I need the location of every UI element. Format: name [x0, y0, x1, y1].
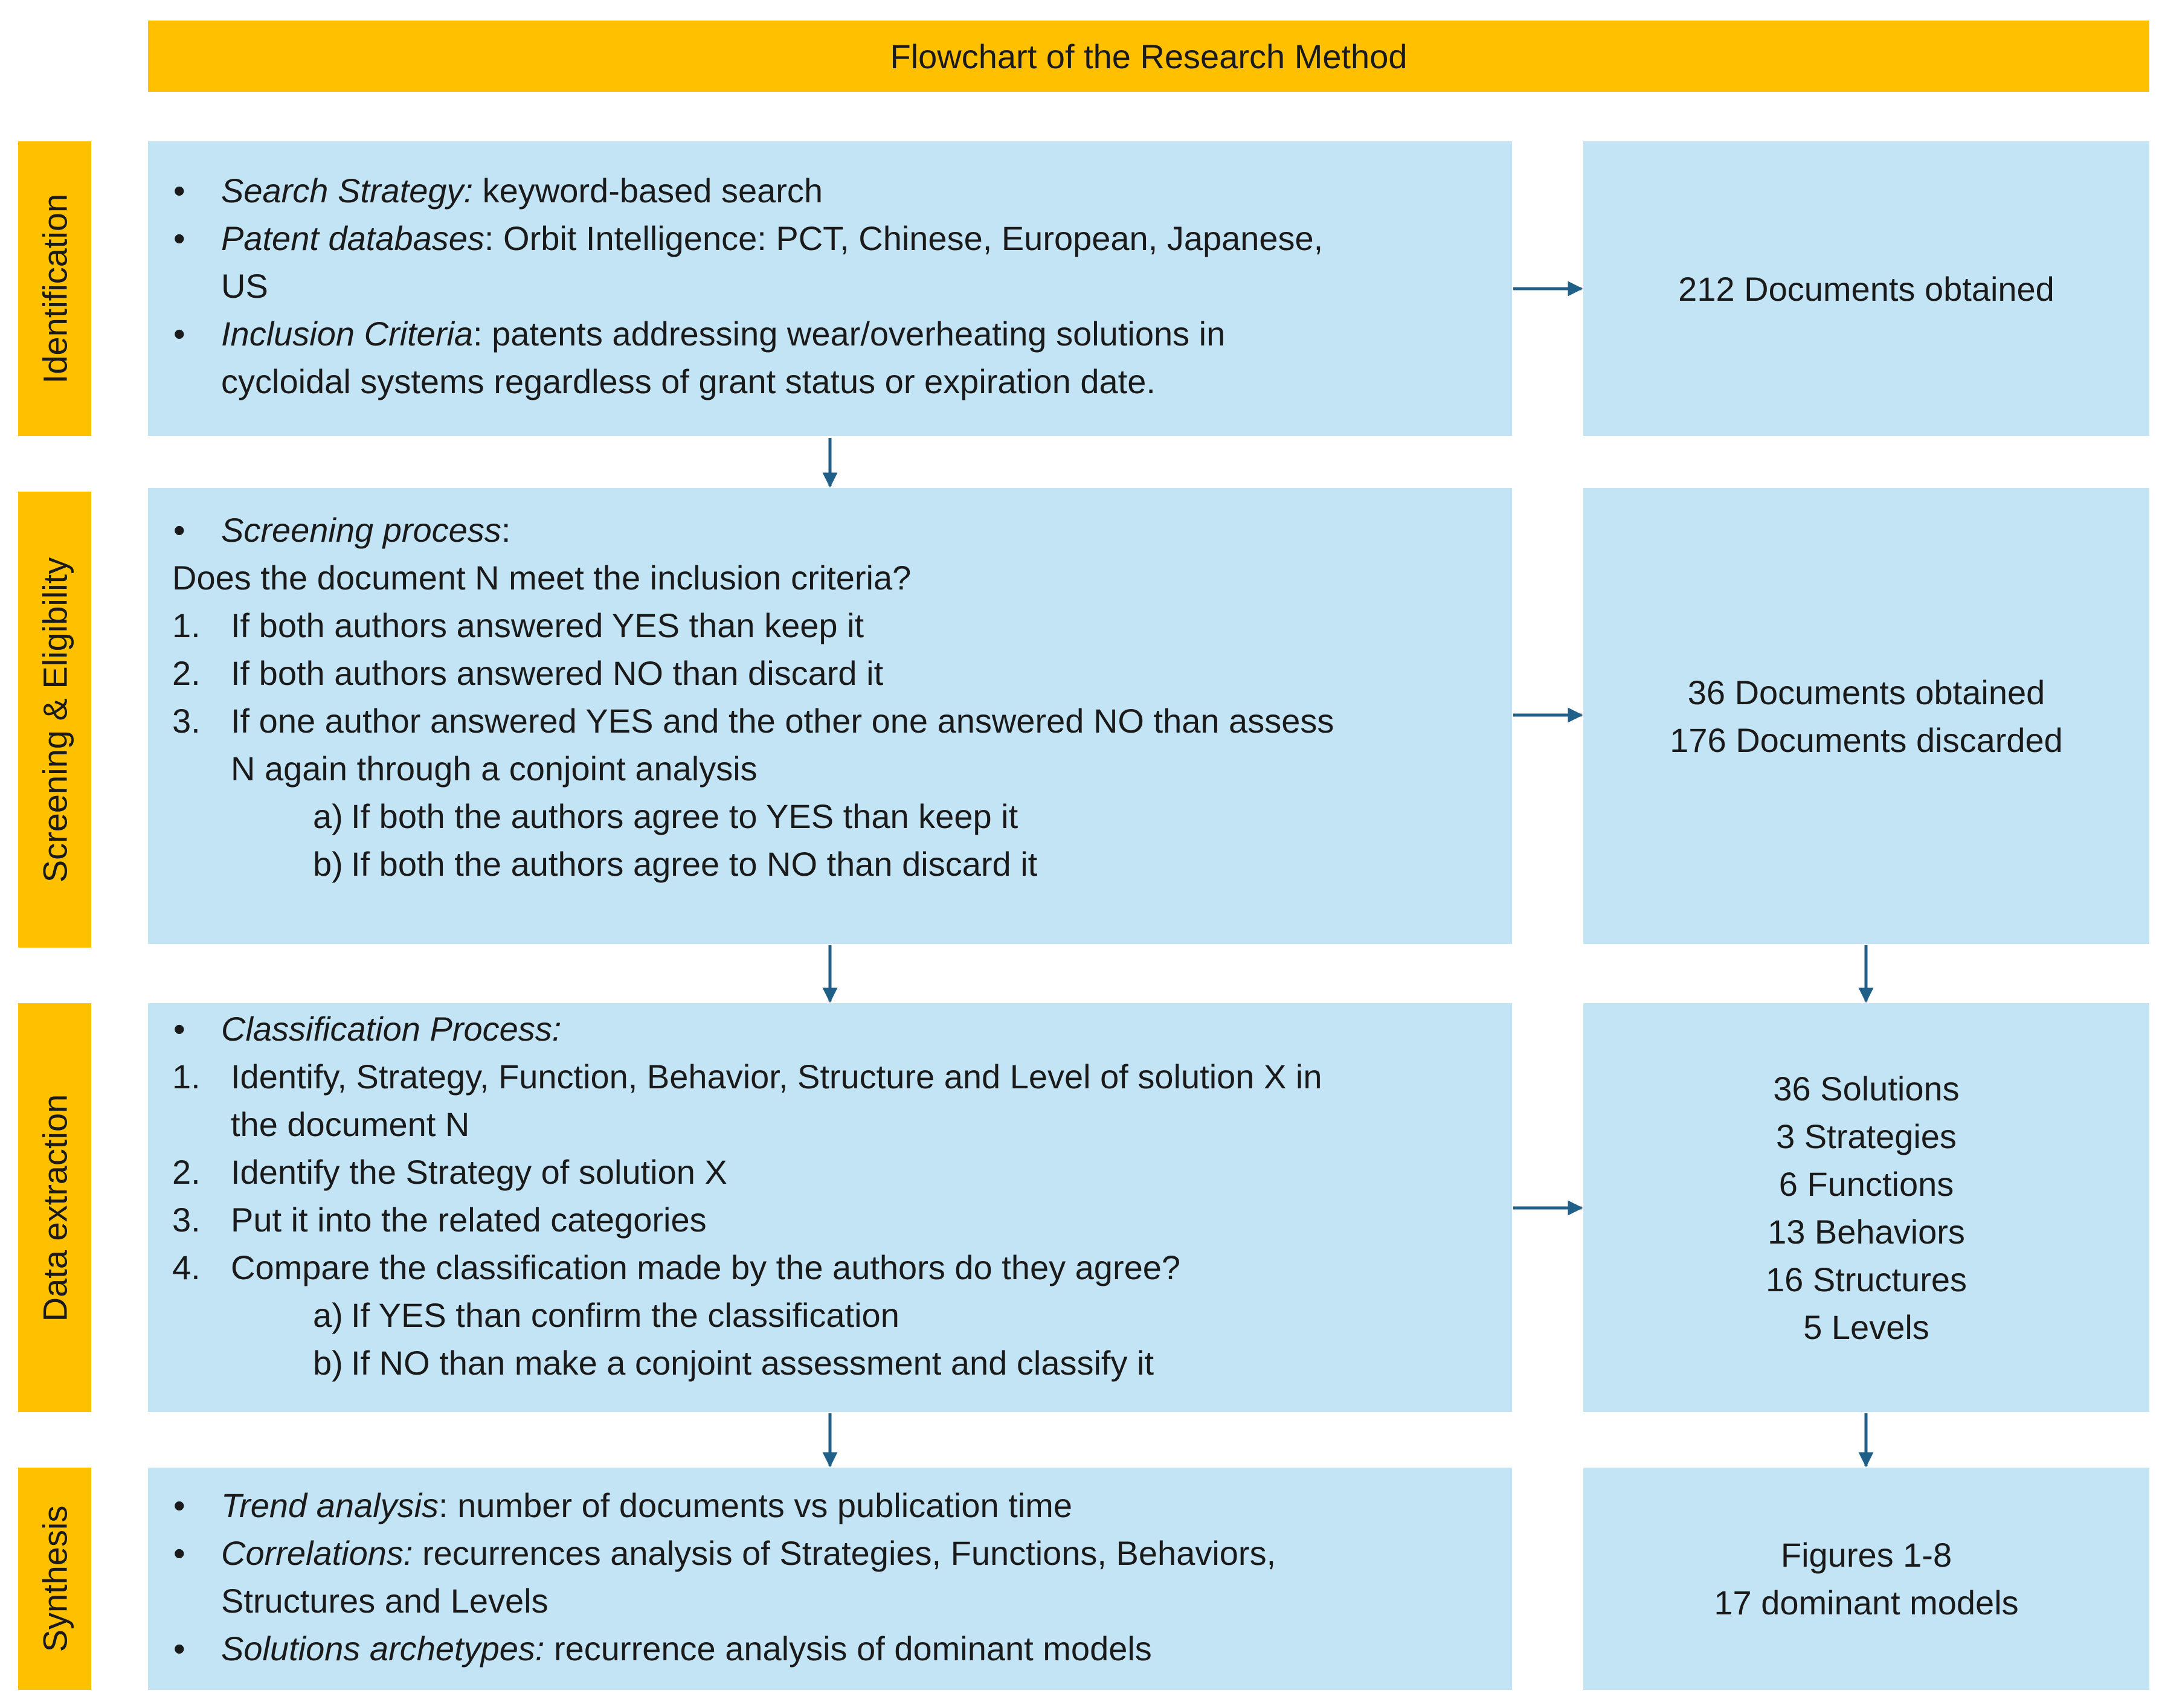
stage-label: Synthesis [36, 1505, 74, 1652]
extraction-step: 4. Compare the classification made by the authors do they agree? [172, 1248, 1181, 1286]
result-line: 13 Behaviors [1768, 1212, 1965, 1251]
correlations-item: • Correlations: recurrences analysis of Strategies, Functions, Behaviors, [172, 1529, 1488, 1577]
extraction-step: 2. Identify the Strategy of solution X [172, 1153, 727, 1191]
patent-databases-item: • Patent databases: Orbit Intelligence: PCT, Chinese, European, Japanese, [172, 214, 1488, 262]
stage-label: Screening & Eligibility [36, 557, 74, 882]
screening-substep: b) If both the authors agree to NO than discard it [313, 845, 1038, 883]
result-line: 6 Functions [1778, 1164, 1954, 1203]
solutions-archetypes-item: • Solutions archetypes: recurrence analysis of dominant models [172, 1625, 1488, 1672]
inclusion-criteria-cont: cycloidal systems regardless of grant status or expiration date. [221, 362, 1156, 400]
screening-process-item: • Screening process: [172, 506, 1488, 554]
result-line: 16 Structures [1765, 1260, 1967, 1299]
screening-substep: a) If both the authors agree to YES than keep it [313, 797, 1018, 835]
result-line: 17 dominant models [1714, 1584, 2019, 1622]
result-line: 36 Solutions [1773, 1069, 1960, 1108]
screening-step: 3. If one author answered YES and the other one answered NO than assess [172, 702, 1334, 740]
screening-question: Does the document N meet the inclusion criteria? [172, 559, 912, 597]
screening-step: 1. If both authors answered YES than keep it [172, 606, 864, 644]
screening-step-cont: N again through a conjoint analysis [231, 750, 758, 788]
flowchart-title: Flowchart of the Research Method [148, 21, 2149, 92]
extraction-substep: b) If NO than make a conjoint assessment and classify it [313, 1344, 1154, 1382]
classification-process-item: • Classification Process: [172, 1005, 1488, 1053]
correlations-cont: Structures and Levels [221, 1582, 549, 1620]
inclusion-criteria-item: • Inclusion Criteria: patents addressing wear/overheating solutions in [172, 310, 1488, 358]
trend-analysis-item: • Trend analysis: number of documents vs publication time [172, 1482, 1488, 1529]
result-line: 212 Documents obtained [1678, 269, 2054, 308]
extraction-step: 1. Identify, Strategy, Function, Behavior, Structure and Level of solution X in [172, 1058, 1322, 1096]
screening-step: 2. If both authors answered NO than discard it [172, 654, 884, 692]
result-line: 5 Levels [1803, 1308, 1929, 1346]
result-line: 176 Documents discarded [1670, 721, 2063, 759]
search-strategy-item: • Search Strategy: keyword-based search [172, 167, 1488, 214]
stage-label: Identification [36, 193, 74, 384]
extraction-substep: a) If YES than confirm the classification [313, 1296, 899, 1334]
extraction-step: 3. Put it into the related categories [172, 1201, 707, 1239]
stage-label: Data extraction [36, 1094, 74, 1321]
result-line: Figures 1-8 [1780, 1536, 1952, 1574]
extraction-step-cont: the document N [231, 1105, 470, 1143]
patent-databases-cont: US [221, 267, 268, 305]
result-line: 36 Documents obtained [1687, 673, 2045, 711]
result-line: 3 Strategies [1776, 1117, 1957, 1155]
